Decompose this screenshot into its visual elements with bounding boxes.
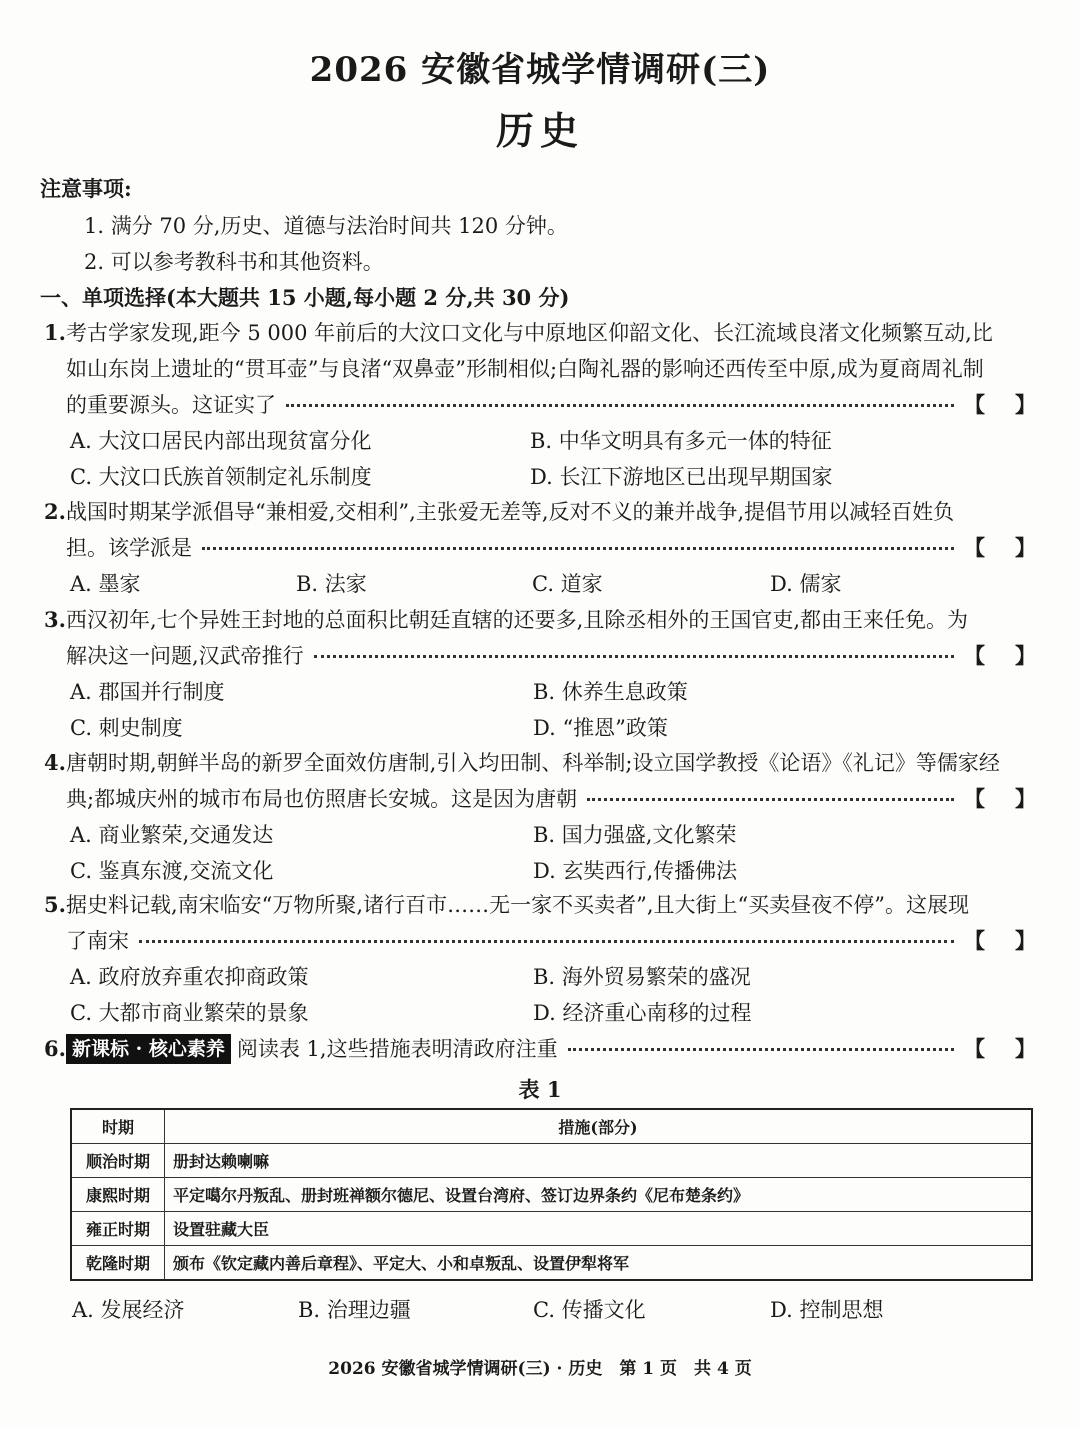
option-d[interactable]: D. 玄奘西行,传播佛法 (533, 859, 738, 883)
question-text: 如山东岗上遗址的“贯耳壶”与良渚“双鼻壶”形制相似;白陶礼器的影响还西传至中原,成为夏商周礼制 (66, 357, 984, 381)
section-heading: 一、单项选择(本大题共 15 小题,每小题 2 分,共 30 分) (40, 285, 570, 310)
question-number: 1. (44, 320, 66, 345)
table-row (71, 1212, 1032, 1246)
period-cell: 雍正时期 (71, 1212, 165, 1246)
measures-cell: 册封达赖喇嘛 (165, 1144, 1033, 1178)
question-text-line (66, 354, 1036, 384)
table-header-row (71, 1109, 1032, 1144)
column-header-measures: 措施(部分) (165, 1109, 1033, 1144)
leader-dots (139, 926, 954, 943)
answer-bracket[interactable]: 【 】 (964, 643, 1036, 668)
answer-bracket[interactable]: 【 】 (964, 928, 1036, 953)
question-stem-end (66, 784, 1036, 814)
period-cell: 乾隆时期 (71, 1246, 165, 1281)
question-2 (44, 497, 1036, 527)
option-d[interactable]: D. 经济重心南移的过程 (533, 1001, 752, 1025)
option-a[interactable]: A. 政府放弃重农抑商政策 (70, 965, 309, 989)
question-3 (44, 605, 1036, 635)
option-b[interactable]: B. 中华文明具有多元一体的特征 (530, 429, 832, 453)
answer-bracket[interactable]: 【 】 (964, 786, 1036, 811)
question-text: 唐朝时期,朝鲜半岛的新罗全面效仿唐制,引入均田制、科举制;设立国学教授《论语》《礼记》等儒家经 (66, 751, 1000, 775)
period-cell: 康熙时期 (71, 1178, 165, 1212)
answer-bracket[interactable]: 【 】 (964, 392, 1036, 417)
table-row (71, 1144, 1032, 1178)
question-text: 阅读表 1,这些措施表明清政府注重 (236, 1037, 558, 1061)
measures-cell: 平定噶尔丹叛乱、册封班禅额尔德尼、设置台湾府、签订边界条约《尼布楚条约》 (165, 1178, 1033, 1212)
question-text: 担。该学派是 (66, 536, 192, 560)
question-number: 4. (44, 750, 66, 775)
question-stem-end (66, 390, 1036, 420)
question-text: 西汉初年,七个异姓王封地的总面积比朝廷直辖的还要多,且除丞相外的王国官吏,都由王来任免。为 (66, 608, 969, 632)
table-row (71, 1178, 1032, 1212)
measures-cell: 颁布《钦定藏内善后章程》、平定大、小和卓叛乱、设置伊犁将军 (165, 1246, 1033, 1281)
period-cell: 顺治时期 (71, 1144, 165, 1178)
option-a[interactable]: A. 墨家 (70, 572, 141, 596)
note-item: 1. 满分 70 分,历史、道德与法治时间共 120 分钟。 (84, 214, 568, 238)
question-stem-end (66, 926, 1036, 956)
option-c[interactable]: C. 大汶口氏族首领制定礼乐制度 (70, 465, 372, 489)
option-d[interactable]: D. 儒家 (770, 572, 842, 596)
answer-bracket[interactable]: 【 】 (964, 535, 1036, 560)
option-c[interactable]: C. 传播文化 (533, 1298, 646, 1322)
question-text: 的重要源头。这证实了 (66, 393, 276, 417)
question-5 (44, 890, 1036, 920)
question-1 (44, 318, 1036, 348)
page-footer: 2026 安徽省城学情调研(三) · 历史 第 1 页 共 4 页 (328, 1359, 752, 1379)
question-text: 考古学家发现,距今 5 000 年前后的大汶口文化与中原地区仰韶文化、长江流域良渚文化频繁互动,比 (66, 321, 993, 345)
option-c[interactable]: C. 大都市商业繁荣的景象 (70, 1001, 309, 1025)
question-text: 解决这一问题,汉武帝推行 (66, 644, 304, 668)
question-text: 战国时期某学派倡导“兼相爱,交相利”,主张爱无差等,反对不义的兼并战争,提倡节用以减轻百姓负 (66, 500, 955, 524)
measures-table (70, 1108, 1033, 1281)
question-4 (44, 748, 1036, 778)
core-literacy-badge: 新课标 · 核心素养 (66, 1034, 231, 1064)
measures-cell: 设置驻藏大臣 (165, 1212, 1033, 1246)
table-caption: 表 1 (518, 1077, 562, 1102)
exam-title: 2026 安徽省城学情调研(三) (309, 50, 771, 90)
option-a[interactable]: A. 商业繁荣,交通发达 (70, 823, 274, 847)
option-b[interactable]: B. 法家 (296, 572, 367, 596)
leader-dots (286, 390, 954, 407)
question-number: 5. (44, 892, 66, 917)
option-b[interactable]: B. 治理边疆 (298, 1298, 411, 1322)
leader-dots (568, 1034, 954, 1051)
question-text: 了南宋 (66, 929, 129, 953)
question-number: 6. (44, 1036, 66, 1061)
notes-heading: 注意事项: (40, 176, 132, 201)
option-d[interactable]: D. 控制思想 (770, 1298, 884, 1322)
leader-dots (587, 784, 954, 801)
option-c[interactable]: C. 道家 (532, 572, 603, 596)
question-6 (44, 1034, 1036, 1064)
option-c[interactable]: C. 刺史制度 (70, 716, 183, 740)
subject-title: 历史 (495, 108, 584, 153)
option-d[interactable]: D. “推恩”政策 (533, 716, 668, 740)
question-text: 据史料记载,南宋临安“万物所聚,诸行百市……无一家不买卖者”,且大街上“买卖昼夜不停”。这展现 (66, 893, 969, 917)
option-a[interactable]: A. 大汶口居民内部出现贫富分化 (70, 429, 372, 453)
option-c[interactable]: C. 鉴真东渡,交流文化 (70, 859, 274, 883)
option-b[interactable]: B. 国力强盛,文化繁荣 (533, 823, 737, 847)
note-item: 2. 可以参考教科书和其他资料。 (84, 250, 384, 274)
option-b[interactable]: B. 休养生息政策 (533, 680, 688, 704)
leader-dots (314, 641, 954, 658)
column-header-period: 时期 (71, 1109, 165, 1144)
question-number: 2. (44, 499, 66, 524)
question-stem-end (66, 533, 1036, 563)
option-d[interactable]: D. 长江下游地区已出现早期国家 (530, 465, 833, 489)
leader-dots (202, 533, 954, 550)
option-b[interactable]: B. 海外贸易繁荣的盛况 (533, 965, 751, 989)
option-a[interactable]: A. 郡国并行制度 (70, 680, 225, 704)
question-stem-end (66, 641, 1036, 671)
answer-bracket[interactable]: 【 】 (964, 1036, 1036, 1061)
option-a[interactable]: A. 发展经济 (72, 1298, 185, 1322)
question-text: 典;都城庆州的城市布局也仿照唐长安城。这是因为唐朝 (66, 787, 578, 811)
table-row (71, 1246, 1032, 1281)
question-number: 3. (44, 607, 66, 632)
